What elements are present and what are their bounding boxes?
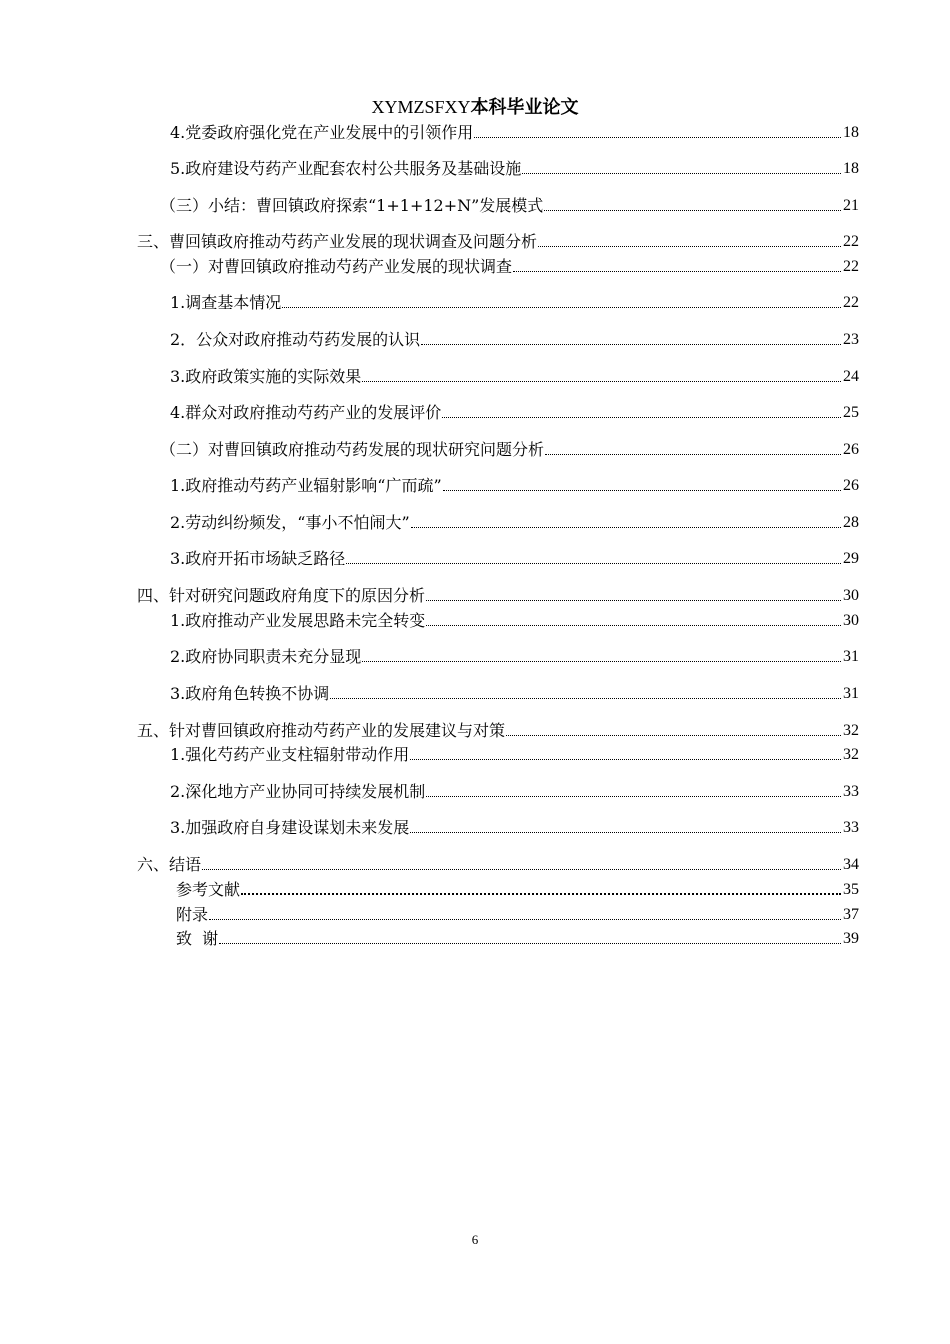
toc-leader [330, 698, 841, 699]
toc-entry-label: 2.深化地方产业协同可持续发展机制 [170, 782, 426, 801]
toc-entry[interactable] [170, 782, 859, 802]
toc-leader [241, 893, 841, 895]
toc-entry[interactable] [137, 721, 859, 741]
toc-entry-page: 26 [843, 477, 859, 494]
toc-entry-label: 4.群众对政府推动芍药产业的发展评价 [170, 403, 442, 422]
toc-entry-label: 四、针对研究问题政府角度下的原因分析 [137, 586, 426, 605]
toc-entry[interactable] [170, 367, 859, 387]
toc-leader [426, 600, 841, 601]
toc-entry-label: 致 谢 [176, 929, 219, 948]
toc-entry-page: 24 [843, 368, 859, 385]
toc-entry-label: 1.政府推动产业发展思路未完全转变 [170, 611, 426, 630]
toc-entry-page: 32 [843, 746, 859, 763]
toc-entry-page: 33 [843, 819, 859, 836]
toc-entry-page: 29 [843, 550, 859, 567]
toc-entry-label: （三）小结：曹回镇政府探索“1+1+12+N”发展模式 [160, 196, 544, 215]
toc-leader [362, 661, 841, 662]
toc-entry-label: （一）对曹回镇政府推动芍药产业发展的现状调查 [160, 257, 513, 276]
toc-entry-page: 26 [843, 441, 859, 458]
toc-entry-page: 32 [843, 722, 859, 739]
toc-entry-label: 2．公众对政府推动芍药发展的认识 [170, 330, 421, 349]
toc-entry-page: 18 [843, 160, 859, 177]
toc-entry-label: 三、曹回镇政府推动芍药产业发展的现状调查及问题分析 [137, 232, 538, 251]
toc-entry-label: 5.政府建设芍药产业配套农村公共服务及基础设施 [170, 159, 522, 178]
toc-leader [522, 173, 841, 174]
toc-leader [411, 527, 841, 528]
toc-leader [209, 919, 841, 920]
toc-leader [538, 246, 841, 247]
toc-entry[interactable] [160, 196, 859, 216]
toc-entry-page: 37 [843, 906, 859, 923]
toc-entry[interactable] [160, 440, 859, 460]
toc-entry-page: 35 [843, 881, 859, 898]
toc-entry[interactable] [137, 855, 859, 875]
toc-entry-label: 2.政府协同职责未充分显现 [170, 647, 362, 666]
toc-entry-label: 五、针对曹回镇政府推动芍药产业的发展建议与对策 [137, 721, 506, 740]
toc-entry-label: 3.政府开拓市场缺乏路径 [170, 549, 346, 568]
toc-entry-page: 23 [843, 331, 859, 348]
toc-leader [202, 869, 841, 870]
toc-entry-page: 39 [843, 930, 859, 947]
toc-entry[interactable] [170, 684, 859, 704]
toc-entry-label: 六、结语 [137, 855, 202, 874]
document-header [0, 96, 950, 119]
toc-entry-label: 附录 [176, 905, 209, 924]
toc-entry[interactable] [170, 611, 859, 631]
toc-leader [443, 490, 841, 491]
toc-entry-label: 4.党委政府强化党在产业发展中的引领作用 [170, 123, 474, 142]
toc-leader [421, 344, 841, 345]
toc-leader [410, 759, 841, 760]
toc-entry-page: 22 [843, 294, 859, 311]
toc-entry[interactable] [137, 232, 859, 252]
toc-entry-page: 18 [843, 124, 859, 141]
toc-entry[interactable] [160, 257, 859, 277]
toc-entry-label: 3.加强政府自身建设谋划未来发展 [170, 818, 410, 837]
toc-entry-page: 33 [843, 783, 859, 800]
toc-entry[interactable] [170, 476, 859, 496]
page-number: 6 [471, 1232, 479, 1247]
toc-leader [362, 381, 841, 382]
toc-leader [346, 563, 841, 564]
toc-entry-page: 31 [843, 648, 859, 665]
toc-entry-label: 参考文献 [176, 880, 241, 899]
toc-leader [442, 417, 841, 418]
toc-entry-label: 3.政府角色转换不协调 [170, 684, 330, 703]
toc-leader [219, 943, 841, 944]
toc-entry-page: 25 [843, 404, 859, 421]
toc-entry[interactable] [170, 159, 859, 179]
toc-leader [513, 271, 841, 272]
toc-entry-label: 1.强化芍药产业支柱辐射带动作用 [170, 745, 410, 764]
toc-entry-page: 34 [843, 856, 859, 873]
toc-entry[interactable] [170, 647, 859, 667]
toc-leader [545, 454, 841, 455]
toc-entry[interactable] [176, 929, 859, 949]
toc-leader [426, 796, 841, 797]
toc-leader [426, 625, 841, 626]
toc-leader [410, 832, 841, 833]
toc-entry-page: 30 [843, 587, 859, 604]
toc-entry[interactable] [176, 880, 859, 900]
toc-entry[interactable] [170, 293, 859, 313]
header-school-code: XYMZSFXY [371, 97, 471, 117]
toc-entry-label: 1.政府推动芍药产业辐射影响“广而疏” [170, 476, 442, 495]
toc-entry-page: 28 [843, 514, 859, 531]
toc-entry[interactable] [170, 549, 859, 569]
toc-entry-page: 30 [843, 612, 859, 629]
toc-entry-label: 1.调查基本情况 [170, 293, 282, 312]
toc-leader [544, 210, 841, 211]
toc-entry[interactable] [170, 745, 859, 765]
toc-entry[interactable] [170, 123, 859, 143]
toc-entry[interactable] [137, 586, 859, 606]
header-thesis-title: 本科毕业论文 [470, 97, 579, 118]
toc-leader [474, 137, 841, 138]
toc-entry[interactable] [170, 403, 859, 423]
toc-entry-page: 21 [843, 197, 859, 214]
toc-entry[interactable] [170, 330, 859, 350]
toc-entry-label: 2.劳动纠纷频发，“事小不怕闹大” [170, 513, 410, 532]
toc-leader [506, 735, 841, 736]
toc-entry[interactable] [176, 905, 859, 925]
toc-leader [282, 307, 841, 308]
toc-entry-page: 31 [843, 685, 859, 702]
toc-entry[interactable] [170, 818, 859, 838]
toc-entry-page: 22 [843, 233, 859, 250]
toc-entry-label: （二）对曹回镇政府推动芍药发展的现状研究问题分析 [160, 440, 545, 459]
toc-entry-label: 3.政府政策实施的实际效果 [170, 367, 362, 386]
toc-entry[interactable] [170, 513, 859, 533]
toc-entry-page: 22 [843, 258, 859, 275]
